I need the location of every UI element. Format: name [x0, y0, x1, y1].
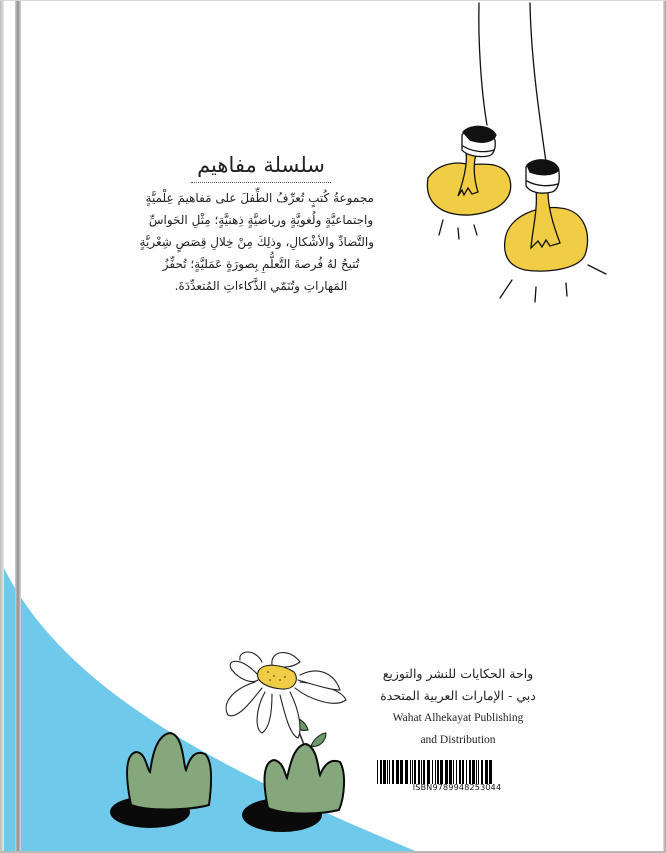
- cover-top-edge: [0, 0, 666, 1]
- blue-hill-shape: [0, 560, 420, 853]
- barcode-bar: [435, 760, 436, 784]
- barcode-bar: [412, 760, 413, 784]
- barcode-bar: [481, 760, 483, 784]
- publisher-name-arabic: واحة الحكايات للنشر والتوزيع: [382, 666, 534, 681]
- barcode-bar: [472, 760, 475, 784]
- barcode-bar: [489, 760, 492, 784]
- barcode-bar: [380, 760, 382, 784]
- barcode-bar: [459, 760, 461, 784]
- publisher-info: [372, 663, 544, 751]
- barcode-bar: [466, 760, 467, 784]
- barcode-bar: [377, 760, 378, 784]
- spine-edge-shadow: [0, 0, 4, 853]
- barcode-bar: [456, 760, 457, 784]
- daisy-flower-illustration: [226, 652, 346, 770]
- isbn-barcode: [377, 760, 537, 784]
- series-title: سلسلة مفاهيم: [197, 153, 325, 177]
- publisher-location-arabic: دبي - الإمارات العربية المتحدة: [380, 688, 536, 703]
- series-blurb: [139, 150, 374, 297]
- blurb-line: واجتماعيَّةٍ ولُغويَّةٍ ورياضيَّةٍ ذِهنيَّةٍ؛ مِثْلِ الحَواسِّ: [148, 213, 374, 227]
- barcode-bar: [462, 760, 464, 784]
- barcode-bar: [414, 760, 416, 784]
- barcode-bar: [389, 760, 390, 784]
- blurb-line: والتَّضادِّ والأشْكالِ، وذلِكَ مِنْ خِلالِ قِصَصٍ شِعْريَّةٍ: [139, 235, 374, 249]
- barcode-bar: [440, 760, 443, 784]
- barcode-bar: [453, 760, 454, 784]
- barcode-bar: [423, 760, 425, 784]
- blurb-line: مجموعةُ كُتبٍ تُعرِّفُ الطِّفلَ على مَفاهيمَ عِلْميَّةٍ: [145, 191, 374, 205]
- barcode-bar: [476, 760, 477, 784]
- barcode-bar: [410, 760, 411, 784]
- barcode-bar: [396, 760, 399, 784]
- barcode-bar: [400, 760, 403, 784]
- publisher-name-english: Wahat Alhekayat Publishing: [392, 712, 524, 724]
- blurb-line: تُتيحُ لهُ فُرصةَ التَّعلُّمِ بِصورَةٍ عَمَليَّةٍ؛ تُحفِّزُ: [162, 257, 360, 271]
- barcode-bar: [478, 760, 479, 784]
- barcode-bar: [427, 760, 430, 784]
- barcode-bar: [405, 760, 408, 784]
- barcode-bar: [392, 760, 394, 784]
- blurb-line: المَهاراتِ وتُنَمّي الذَّكاءاتِ المُتعدِّدَةَ.: [174, 279, 348, 293]
- barcode-bar: [449, 760, 452, 784]
- barcode-bar: [445, 760, 448, 784]
- barcode-bar: [485, 760, 488, 784]
- barcode-bar: [387, 760, 388, 784]
- title-dotted-divider: [191, 182, 331, 183]
- barcode-bar: [418, 760, 420, 784]
- barcode-bar: [432, 760, 433, 784]
- barcode-bar: [437, 760, 439, 784]
- barcode-bar: [469, 760, 471, 784]
- spine-hinge-groove: [15, 0, 21, 853]
- barcode-bar: [383, 760, 386, 784]
- dangling-feet-illustration: [427, 3, 606, 302]
- barcode-bar: [421, 760, 422, 784]
- publisher-name-english-cont: and Distribution: [420, 734, 496, 746]
- isbn-number: ISBN9789948253044: [412, 783, 502, 792]
